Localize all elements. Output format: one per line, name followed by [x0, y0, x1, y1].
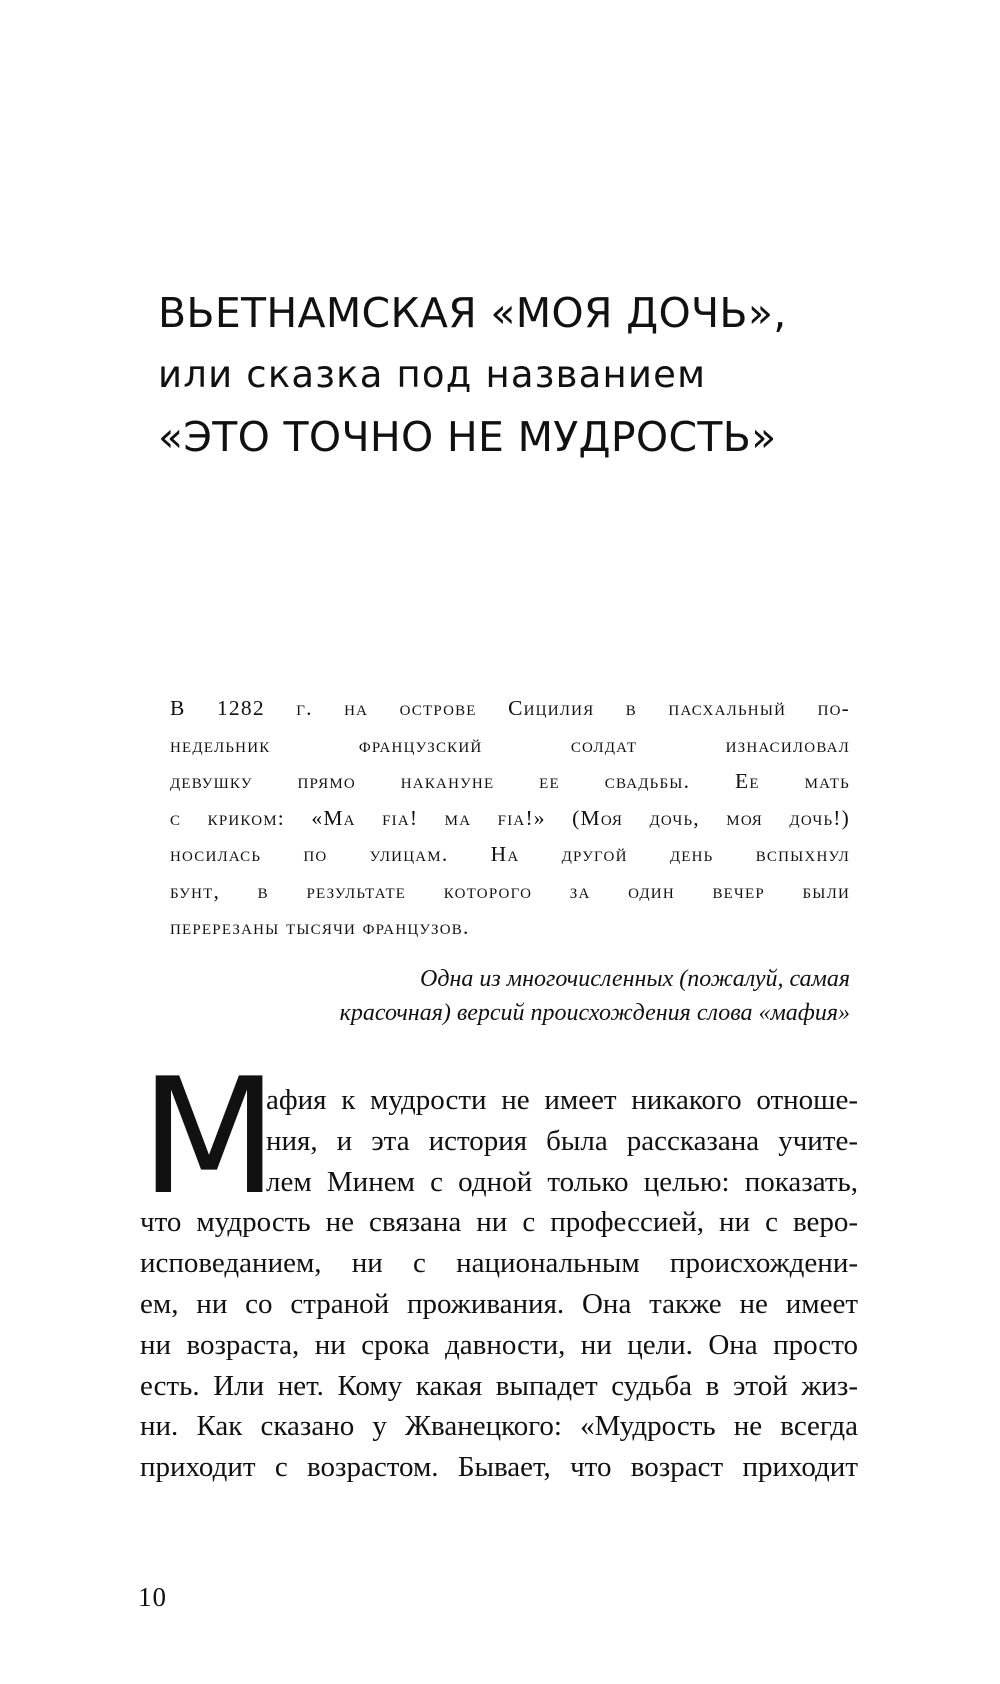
- chapter-title-line-2: или сказка под названием: [158, 353, 707, 396]
- epigraph-line: недельник французский солдат изнасиловал: [170, 732, 850, 757]
- epigraph-line: В 1282 г. на острове Сицилия в пасхальный по-: [170, 696, 850, 720]
- body-paragraph: [140, 1080, 858, 1488]
- body-line: ни. Как сказано у Жванецкого: «Мудрость не всегда: [140, 1410, 858, 1443]
- drop-cap: М: [140, 1043, 279, 1230]
- body-line: ем, ни со страной проживания. Она также не имеет: [140, 1287, 858, 1320]
- body-line: исповеданием, ни с национальным происхождени-: [140, 1247, 858, 1280]
- epigraph: [170, 690, 850, 946]
- body-line: есть. Или нет. Кому какая выпадет судьба в этой жиз-: [140, 1369, 858, 1402]
- chapter-title-line-1: ВЬЕТНАМСКАЯ «МОЯ ДОЧЬ»,: [158, 289, 787, 337]
- epigraph-line: бунт, в результате которого за один вечер были: [170, 878, 850, 903]
- page-number: 10: [138, 1582, 167, 1612]
- body-line: лем Минем с одной только целью: показать,: [266, 1165, 858, 1198]
- attribution-line: Одна из многочисленных (пожалуй, самая: [420, 966, 850, 992]
- epigraph-attribution: [210, 962, 850, 1030]
- body-line: ния, и эта история была рассказана учите-: [266, 1124, 858, 1157]
- body-line: ни возраста, ни срока давности, ни цели. Она просто: [140, 1328, 858, 1361]
- chapter-title-line-3: «ЭТО ТОЧНО НЕ МУДРОСТЬ»: [158, 413, 777, 461]
- epigraph-line: с криком: «Ma fia! ma fia!» (Моя дочь, моя дочь!): [170, 805, 850, 830]
- chapter-title: [158, 282, 878, 468]
- epigraph-line: носилась по улицам. На другой день вспыхнул: [170, 842, 850, 866]
- epigraph-line: девушку прямо накануне ее свадьбы. Ее мать: [170, 769, 850, 793]
- body-line: что мудрость не связана ни с профессией, ни с веро-: [140, 1206, 858, 1239]
- body-line: афия к мудрости не имеет никакого отноше-: [266, 1084, 858, 1116]
- attribution-line: красочная) версий происхождения слова «мафия»: [339, 1000, 850, 1026]
- body-line: приходит с возрастом. Бывает, что возраст приходит: [140, 1451, 858, 1484]
- epigraph-line: перерезаны тысячи французов.: [170, 915, 470, 939]
